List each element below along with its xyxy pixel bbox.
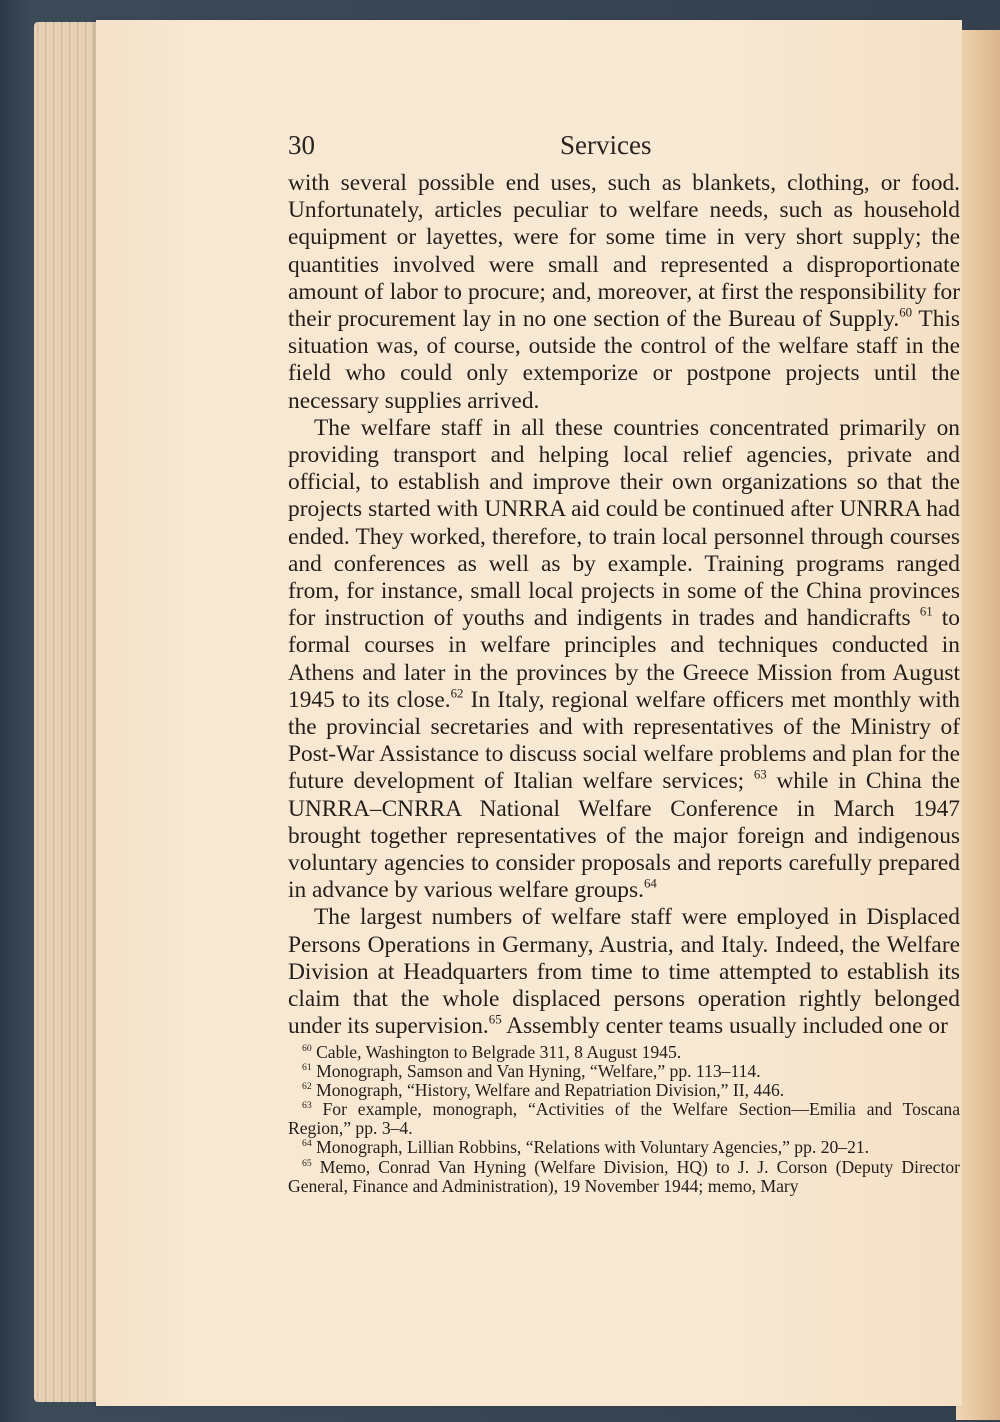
footnote-ref: 61: [919, 604, 933, 619]
page-right-edge: [956, 30, 1000, 1420]
footnote-text: Monograph, Samson and Van Hyning, “Welfare,” pp. 113–114.: [311, 1061, 761, 1082]
paragraph: [288, 170, 960, 415]
footnote-number: 64: [302, 1138, 312, 1150]
footnote: [288, 1138, 960, 1157]
paragraph-text: while in China the UNRRA–CNRRA National Welfare Conference in March 1947 brought together representatives of the major foreign and indigenous voluntary agencies to consider proposals and reports carefully prepared in advance by various welfare groups.: [288, 768, 960, 904]
footnote-ref: 62: [450, 686, 464, 701]
footnote: [288, 1100, 960, 1138]
paragraph-text: The welfare staff in all these countries concentrated primarily on providing transport and helping local relief agencies, private and official, to establish and improve their own organizations so that the projects started with UNRRA aid could be continued after UNRRA had ended. They worked, therefore, to train local personnel through courses and conferences as well as by example. Training programs ranged from, for instance, small local projects in some of the China provinces for instruction of youths and indigents in trades and handicrafts: [288, 414, 960, 632]
footnote-text: Memo, Conrad Van Hyning (Welfare Division, HQ) to J. J. Corson (Deputy Director General, Finance and Administration), 19 November 1944; memo, Mary: [288, 1156, 960, 1196]
footnote-text: Monograph, Lillian Robbins, “Relations with Voluntary Agencies,” pp. 20–21.: [311, 1137, 870, 1158]
footnote: [288, 1043, 960, 1062]
running-title: Services: [560, 130, 652, 160]
paragraph-text: In Italy, regional welfare officers met monthly with the provincial secretaries and with representatives of the Ministry of Post-War Assistance to discuss social welfare problems and plan for the future development of Italian welfare services;: [288, 686, 960, 795]
paragraph: [288, 415, 960, 905]
paragraph-text: with several possible end uses, such as blankets, clothing, or food. Unfortunately, articles peculiar to welfare needs, such as household equipment or layettes, were for some time in very short supply; the quantities involved were small and represented a disproportionate amount of labor to procure; and, moreover, at first the responsibility for their procurement lay in no one section of the Bureau of Supply.: [288, 170, 960, 333]
footnote-number: 60: [302, 1042, 312, 1054]
footnote: [288, 1062, 960, 1081]
footnote-number: 61: [302, 1061, 312, 1073]
paragraph: [288, 904, 960, 1040]
footnote-number: 63: [302, 1100, 312, 1112]
body-text: [288, 170, 960, 1041]
paragraph-text: This situation was, of course, outside the control of the welfare staff in the field who could only extemporize or postpone projects until the necessary supplies arrived.: [288, 306, 961, 414]
footnote-ref: 65: [488, 1012, 502, 1027]
footnotes: [288, 1043, 960, 1196]
paragraph-text: Assembly center teams usually included one or: [501, 1013, 948, 1040]
footnote-number: 62: [302, 1080, 312, 1092]
page-number: 30: [288, 130, 315, 160]
footnote-text: For example, monograph, “Activities of the Welfare Section—Emilia and Toscana Region,” pp. 3–4.: [288, 1099, 960, 1139]
paragraph-text: to formal courses in welfare principles and techniques conducted in Athens and later in the provinces by the Greece Mission from August 1945 to its close.: [288, 605, 961, 713]
footnote-text: Monograph, “History, Welfare and Repatriation Division,” II, 446.: [311, 1080, 785, 1101]
paragraph-text: The largest numbers of welfare staff were employed in Displaced Persons Operations in Germany, Austria, and Italy. Indeed, the Welfare Division at Headquarters from time to time attempted to establish its claim that the whole displaced persons operation rightly belonged under its supervision.: [288, 904, 960, 1040]
footnote: [288, 1158, 960, 1196]
footnote-ref: 63: [753, 767, 767, 782]
footnote-ref: 60: [899, 305, 913, 320]
footnote-number: 65: [302, 1157, 312, 1169]
footnote-ref: 64: [643, 876, 657, 891]
footnote: [288, 1081, 960, 1100]
page-header: [288, 130, 958, 166]
footnote-text: Cable, Washington to Belgrade 311, 8 August 1945.: [311, 1042, 682, 1062]
